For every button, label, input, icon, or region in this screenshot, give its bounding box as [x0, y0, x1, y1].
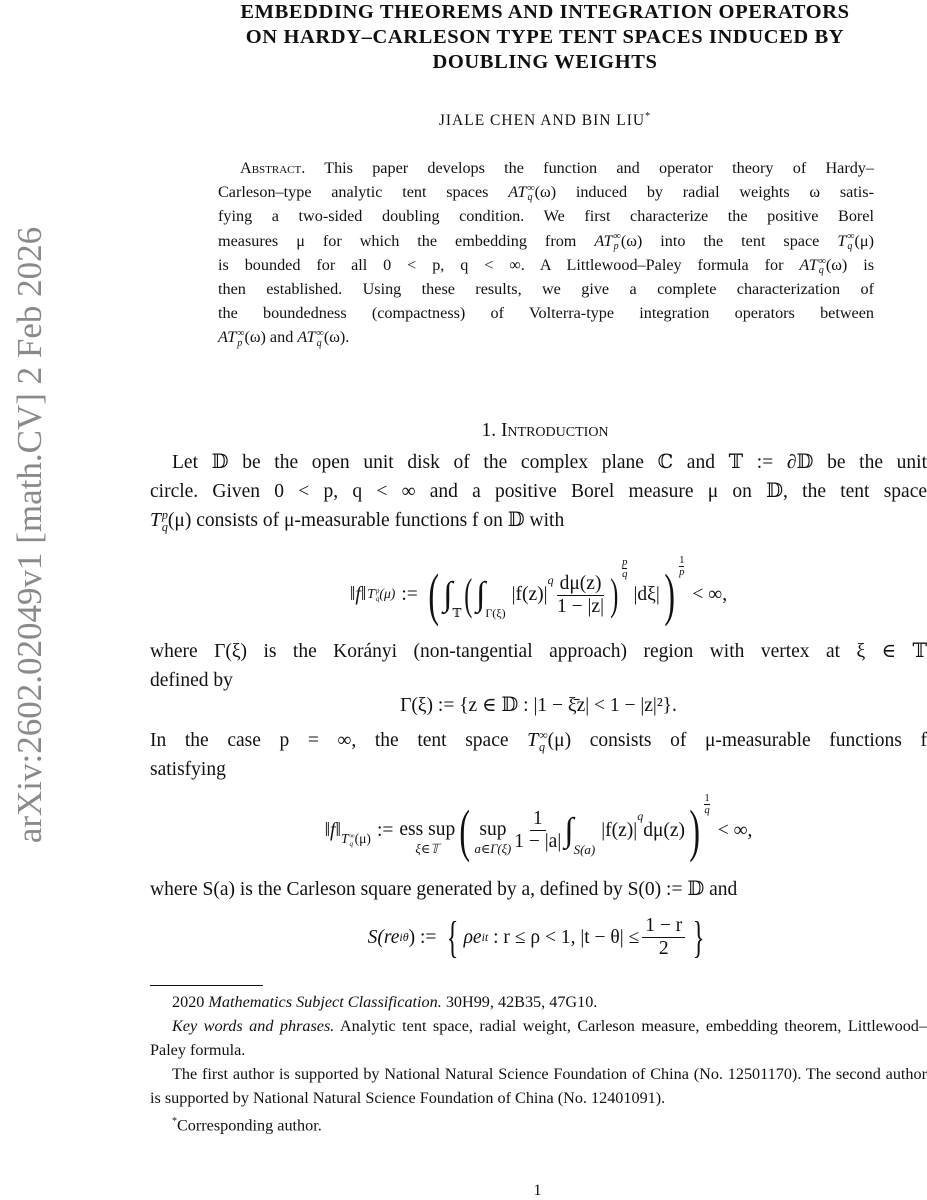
- title-line: ON HARDY–CARLESON TYPE TENT SPACES INDUCED BY: [245, 26, 845, 48]
- numerator: dμ(z): [557, 573, 605, 596]
- rhs: < ∞,: [692, 584, 728, 605]
- abstract-line: [218, 204, 874, 228]
- italic-run: Mathematics Subject Classification.: [208, 993, 442, 1011]
- norm-lhs: ‖f‖: [324, 819, 341, 841]
- footnote-mark: *: [172, 1116, 177, 1127]
- measure: dμ(z): [643, 819, 686, 841]
- text-line: [150, 506, 927, 535]
- text-run: defined by: [150, 670, 233, 691]
- footnote: [150, 1014, 927, 1062]
- abstract-line: [218, 156, 874, 180]
- footnote: [150, 1062, 927, 1110]
- set-condition: : r ≤ ρ < 1, |t − θ| ≤: [488, 926, 640, 948]
- subscript: ξ∈𝕋: [415, 841, 440, 856]
- brace-open: {: [447, 912, 459, 962]
- math-symbol: T ∞ q: [837, 231, 855, 252]
- footnote: [150, 990, 927, 1014]
- math-symbol: AT ∞ q: [799, 255, 826, 277]
- brace-close: }: [692, 912, 705, 962]
- text-run: fying a two-sided doubling condition. We first characterize the positive Borel: [218, 207, 874, 226]
- text-run: where S(a) is the Carleson square generated by a, defined by S(0) := 𝔻 and: [150, 879, 738, 900]
- koranyi-region-formula: [150, 693, 927, 717]
- section-title: Introduction: [500, 420, 609, 441]
- norm-space: T: [367, 586, 375, 602]
- denominator: q: [622, 567, 628, 580]
- text-run: where Γ(ξ) is the Korányi (non-tangential approach) region with vertex at ξ ∈ 𝕋: [150, 641, 927, 662]
- abstract-line: [218, 253, 874, 277]
- authors: [140, 111, 927, 130]
- text-line: [150, 726, 927, 755]
- integral-sign: ∫: [476, 576, 486, 613]
- numerator: p: [622, 556, 628, 568]
- text-run: 30H99, 42B35, 47G10.: [441, 993, 598, 1011]
- text-run: 2020: [172, 993, 209, 1011]
- exp: iθ: [399, 930, 409, 944]
- exponent-fraction: [622, 557, 627, 579]
- int-domain: 𝕋: [452, 606, 462, 620]
- exp: q: [637, 809, 644, 823]
- operator: sup: [479, 818, 507, 840]
- paragraph-koranyi: [150, 637, 927, 695]
- footnotes: [150, 990, 927, 1137]
- ess-sup: [399, 819, 455, 857]
- corresponding-mark: *: [645, 111, 652, 122]
- italic-run: Key words and phrases.: [172, 1017, 335, 1035]
- exp: q: [547, 573, 554, 587]
- denominator: 1 − |a|: [514, 831, 562, 852]
- math-symbol: T ∞ q: [527, 728, 548, 754]
- exp: ∞: [349, 831, 355, 840]
- measure: (μ): [379, 586, 396, 602]
- arxiv-stamp: arXiv:2602.02049v1 [math.CV] 2 Feb 2026: [10, 226, 49, 844]
- math-symbol: AT ∞ p: [218, 328, 245, 349]
- exponent-fraction: [679, 555, 684, 577]
- norm-space: T: [340, 831, 349, 847]
- exp: it: [481, 930, 489, 944]
- text-run: circle. Given 0 < p, q < ∞ and a positive Borel measure μ on 𝔻, the tent space: [150, 481, 927, 502]
- section-heading: [140, 420, 927, 442]
- integral-sign: ∫: [564, 811, 574, 849]
- operator: ess sup: [399, 818, 456, 840]
- numerator: 1 − r: [642, 915, 685, 938]
- sup: [475, 819, 512, 857]
- paren-close: ): [689, 797, 701, 863]
- text-line: [150, 637, 927, 666]
- abstract-line: [218, 325, 874, 349]
- text-run: In the case p = ∞, the tent space: [150, 730, 528, 751]
- exponent-fraction: [704, 793, 709, 815]
- title-line: EMBEDDING THEOREMS AND INTEGRATION OPERATORS: [240, 1, 850, 23]
- integrand: |f(z)|: [511, 584, 548, 605]
- paren-open: (: [428, 562, 439, 627]
- text-run: Carleson–type analytic tent spaces: [218, 183, 509, 202]
- set-element: ρe: [463, 926, 482, 948]
- text-run: (ω).: [323, 328, 350, 347]
- math-symbol: AT ∞ q: [297, 328, 324, 349]
- sub: q: [349, 839, 354, 848]
- sub: q: [375, 595, 380, 603]
- text-run: the boundedness (compactness) of Volterra-type integration operators between: [218, 304, 874, 323]
- exp: p: [375, 586, 380, 595]
- math-symbol: AT ∞ p: [594, 231, 621, 252]
- denominator: p: [679, 565, 685, 578]
- numerator: 1: [530, 808, 546, 831]
- tent-space-infinity-norm-formula: [150, 793, 927, 868]
- denominator: 2: [658, 938, 669, 959]
- text-run: (ω) is: [825, 255, 875, 274]
- paper-title: [140, 0, 927, 75]
- author-names: JIALE CHEN AND BIN LIU: [438, 112, 646, 130]
- text-run: satisfying: [150, 759, 226, 780]
- abstract-label: Abstract.: [240, 159, 306, 177]
- rhs: < ∞,: [717, 819, 753, 841]
- footnote: [150, 1110, 927, 1137]
- text-line: [150, 666, 927, 695]
- text-run: Let 𝔻 be the open unit disk of the complex plane ℂ and 𝕋 := ∂𝔻 be the unit: [172, 452, 927, 473]
- measure: (μ): [354, 831, 371, 847]
- measure-dxi: |dξ|: [633, 584, 660, 605]
- text-run: Corresponding author.: [177, 1116, 322, 1135]
- formula-text: Γ(ξ) := {z ∈ 𝔻 : |1 − ξ̄z| < 1 − |z|²}.: [400, 695, 677, 716]
- math-symbol: T p q: [150, 508, 168, 534]
- integrand: |f(z)|: [601, 819, 638, 841]
- assign: ) :=: [408, 926, 437, 948]
- text-run: Analytic tent space, radial weight, Carleson measure, embedding theorem, Littlewood–Paley formula.: [150, 1017, 927, 1059]
- title-line: DOUBLING WEIGHTS: [432, 51, 658, 73]
- page-number: 1: [533, 1182, 542, 1199]
- text-run: This paper develops the function and operator theory of Hardy–: [305, 159, 874, 177]
- text-run: The first author is supported by National Natural Science Foundation of China (No. 12501170). The second author is supported by National Natural Science Foundation of China (No. 12401091).: [150, 1065, 927, 1107]
- norm-lhs: ‖f‖: [349, 584, 367, 605]
- abstract: [218, 156, 874, 350]
- section-number: 1.: [481, 420, 497, 441]
- math-symbol: AT ∞ q: [508, 182, 535, 204]
- paragraph-p-infinity: [150, 726, 927, 784]
- lhs: S(re: [367, 926, 400, 948]
- paren-close: ): [664, 562, 675, 627]
- denominator: q: [704, 803, 710, 816]
- int-domain: S(a): [573, 842, 596, 857]
- text-run: (μ) consists of μ-measurable functions f: [547, 730, 927, 751]
- abstract-line: [218, 301, 874, 325]
- paragraph-intro: [150, 448, 927, 535]
- paren-open: (: [459, 797, 471, 863]
- text-run: (ω) into the tent space: [620, 231, 838, 250]
- subscript: a∈Γ(ξ): [474, 841, 512, 856]
- text-line: [150, 477, 927, 506]
- text-run: then established. Using these results, we give a complete characterization of: [218, 280, 874, 299]
- paren-open: (: [464, 570, 473, 619]
- text-run: measures μ for which the embedding from: [218, 231, 595, 250]
- text-line: [150, 448, 927, 477]
- abstract-line: [218, 277, 874, 301]
- paren-close: ): [610, 570, 619, 619]
- text-line: [150, 755, 927, 784]
- denominator: 1 − |z|: [557, 595, 604, 617]
- fraction: [642, 915, 685, 960]
- assign: :=: [401, 584, 418, 605]
- numerator: 1: [679, 554, 685, 566]
- tent-space-norm-formula: [150, 555, 927, 635]
- text-line: [150, 875, 927, 904]
- abstract-line: [218, 229, 874, 253]
- assign: :=: [376, 819, 394, 841]
- text-run: (μ) consists of μ-measurable functions f on 𝔻 with: [167, 510, 565, 531]
- text-run: (ω) and: [244, 328, 298, 347]
- paragraph-carleson: [150, 875, 927, 904]
- text-run: is bounded for all 0 < p, q < ∞. A Littlewood–Paley formula for: [218, 255, 800, 274]
- text-run: (ω) induced by radial weights ω satis-: [534, 183, 874, 202]
- int-domain: Γ(ξ): [485, 606, 506, 620]
- abstract-line: [218, 180, 874, 204]
- carleson-square-formula: [150, 910, 927, 965]
- footnote-rule: [150, 985, 263, 986]
- numerator: 1: [704, 792, 710, 804]
- fraction: [514, 808, 561, 853]
- text-run: (μ): [854, 231, 874, 250]
- fraction: [557, 573, 605, 618]
- integral-sign: ∫: [443, 576, 453, 613]
